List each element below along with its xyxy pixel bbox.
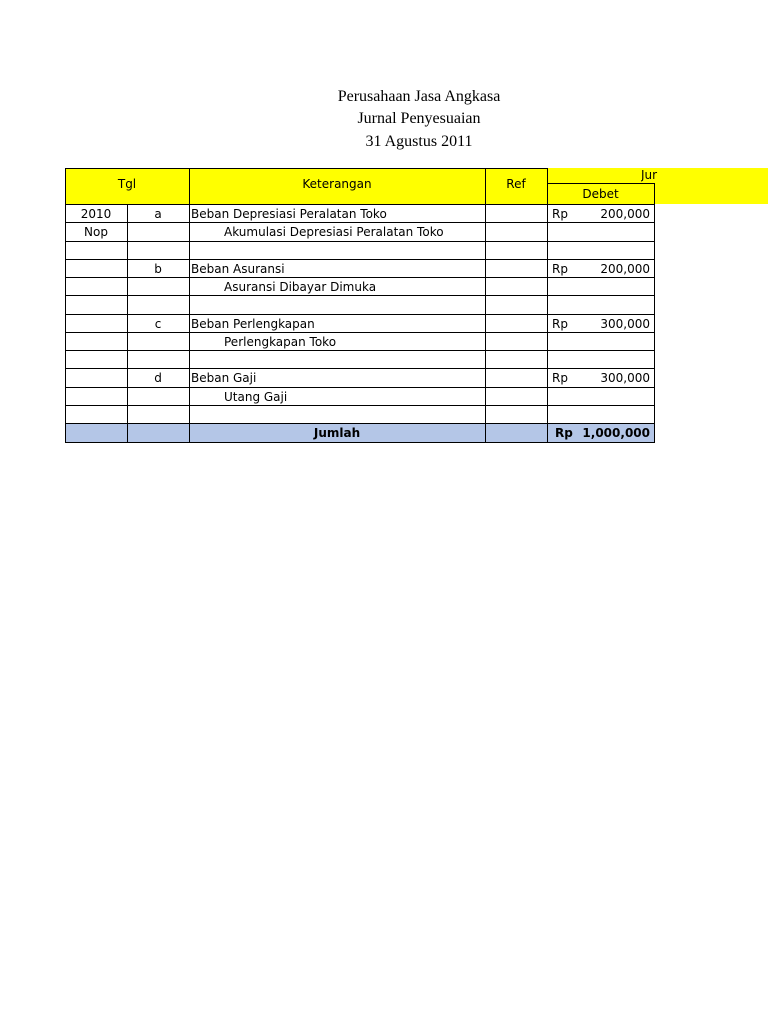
row-code: d [154,371,162,385]
row-code: b [154,262,162,276]
header-ref: Ref [506,177,526,191]
grid-line [65,204,654,205]
total-label: Jumlah [313,426,361,440]
row-account: Beban Depresiasi Peralatan Toko [191,207,387,221]
grid-line [65,168,547,169]
grid-line [65,442,654,443]
grid-line [547,183,654,184]
grid-line [65,277,654,278]
grid-line [65,222,654,223]
row-debet: 200,000 [600,262,650,276]
header-jumlah: Jur [641,168,658,182]
row-code: a [154,207,162,221]
row-currency: Rp [552,207,568,221]
row-account: Beban Gaji [191,371,257,385]
row-credit-account: Utang Gaji [224,390,288,404]
row-code: c [154,317,162,331]
row-credit-account: Asuransi Dibayar Dimuka [224,280,377,294]
grid-line [547,168,548,443]
row-credit-account: Akumulasi Depresiasi Peralatan Toko [224,225,444,239]
grid-line [65,295,654,296]
row-account: Beban Perlengkapan [191,317,315,331]
grid-line [127,204,128,443]
row-debet: 200,000 [600,207,650,221]
row-currency: Rp [552,262,568,276]
company-name: Perusahaan Jasa Angkasa [337,88,501,105]
report-date: 31 Agustus 2011 [365,133,473,150]
header-keterangan: Keterangan [302,177,372,191]
grid-line [485,168,486,443]
row-date: Nop [84,225,108,239]
grid-line [65,259,654,260]
row-currency: Rp [552,371,568,385]
grid-line [65,368,654,369]
grid-line [189,168,190,443]
total-currency: Rp [555,426,573,440]
report-title: Jurnal Penyesuaian [357,110,481,127]
grid-line [65,314,654,315]
row-date: 2010 [80,207,112,221]
grid-line [65,168,66,443]
grid-line [65,387,654,388]
header-tgl: Tgl [117,177,137,191]
row-credit-account: Perlengkapan Toko [224,335,337,349]
row-currency: Rp [552,317,568,331]
grid-line [65,405,654,406]
header-debet: Debet [582,187,619,201]
total-debet: 1,000,000 [582,426,650,440]
grid-line [654,183,655,443]
grid-line [65,332,654,333]
grid-line [65,350,654,351]
grid-line [65,423,654,424]
row-debet: 300,000 [600,317,650,331]
grid-line [65,241,654,242]
row-account: Beban Asuransi [191,262,285,276]
row-debet: 300,000 [600,371,650,385]
